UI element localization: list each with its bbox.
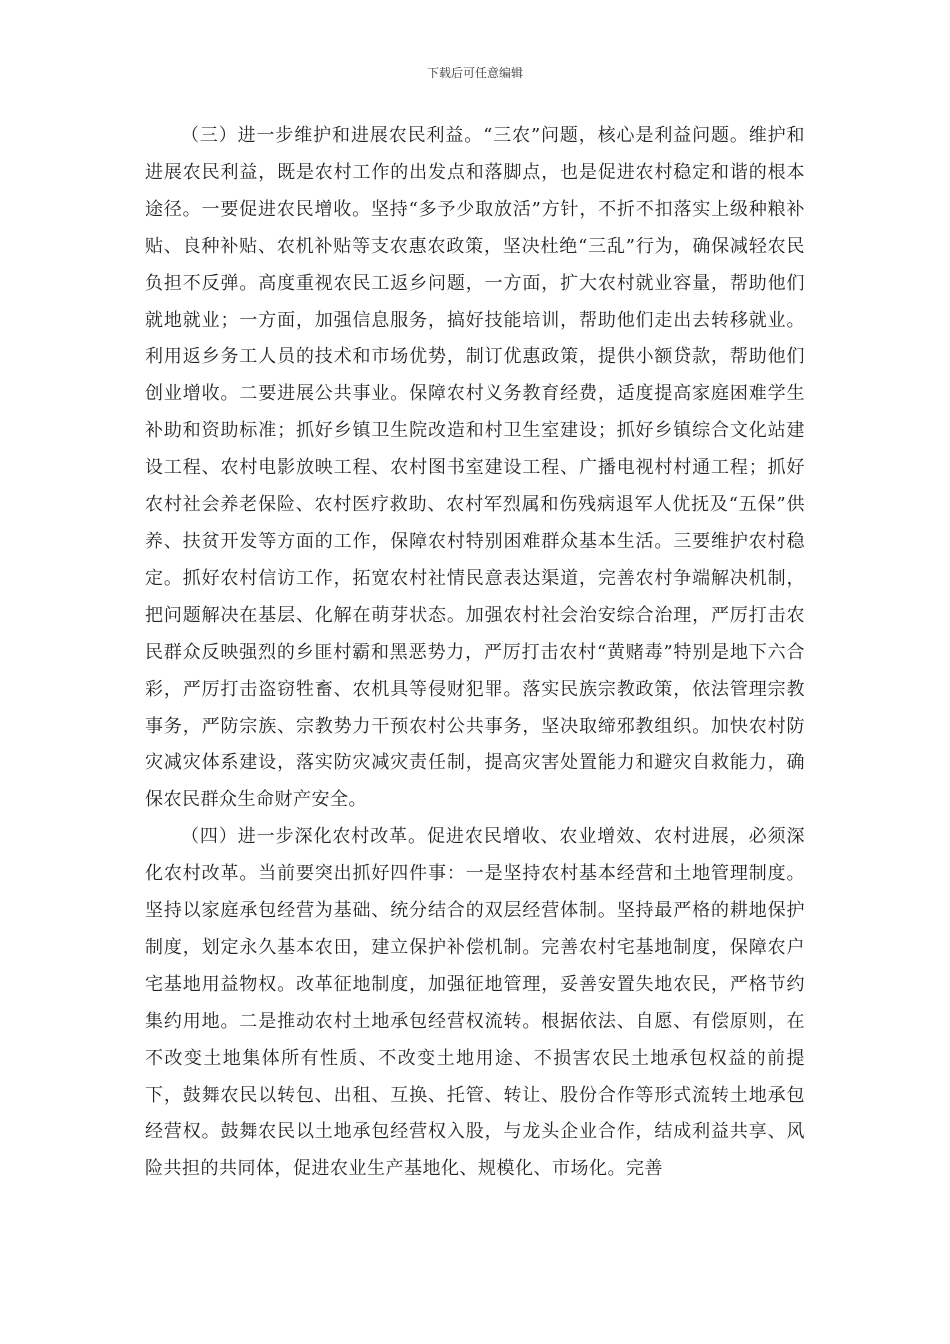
page-header-note: 下载后可任意编辑 bbox=[426, 66, 523, 80]
paragraph-section-4: （四）进一步深化农村改革。促进农民增收、农业增效、农村进展，必须深化农村改革。当前要突出抓好四件事：一是坚持农村基本经营和土地管理制度。坚持以家庭承包经营为基础、统分结合的双层经营体制。坚持最严格的耕地保护制度，划定永久基本农田，建立保护补偿机制。完善农村宅基地制度，保障农户宅基地用益物权。改革征地制度，加强征地管理，妥善安置失地农民，严格节约集约用地。二是推动农村土地承包经营权流转。根据依法、自愿、有偿原则，在不改变土地集体所有性质、不改变土地用途、不损害农民土地承包权益的前提下，鼓舞农民以转包、出租、互换、托管、转让、股份合作等形式流转土地承包经营权。鼓舞农民以土地承包经营权入股，与龙头企业合作，结成利益共享、风险共担的共同体，促进农业生产基地化、规模化、市场化。完善 bbox=[145, 826, 805, 1180]
paragraph-section-3: （三）进一步维护和进展农民利益。“三农”问题，核心是利益问题。维护和进展农民利益，既是农村工作的出发点和落脚点，也是促进农村稳定和谐的根本途径。一要促进农民增收。坚持“多予少取放活”方针，不折不扣落实上级种粮补贴、良种补贴、农机补贴等支农惠农政策，坚决杜绝“三乱”行为，确保减轻农民负担不反弹。高度重视农民工返乡问题，一方面，扩大农村就业容量，帮助他们就地就业；一方面，加强信息服务，搞好技能培训，帮助他们走出去转移就业。利用返乡务工人员的技术和市场优势，制订优惠政策，提供小额贷款，帮助他们创业增收。二要进展公共事业。保障农村义务教育经费，适度提高家庭困难学生补助和资助标准；抓好乡镇卫生院改造和村卫生室建设；抓好乡镇综合文化站建设工程、农村电影放映工程、农村图书室建设工程、广播电视村村通工程；抓好农村社会养老保险、农村医疗救助、农村军烈属和伤残病退军人优抚及“五保”供养、扶贫开发等方面的工作，保障农村特别困难群众基本生活。三要维护农村稳定。抓好农村信访工作，拓宽农村社情民意表达渠道，完善农村争端解决机制，把问题解决在基层、化解在萌芽状态。加强农村社会治安综合治理，严厉打击农民群众反映强烈的乡匪村霸和黑恶势力，严厉打击农村“黄赌毒”特别是地下六合彩，严厉打击盗窃牲畜、农机具等侵财犯罪。落实民族宗教政策，依法管理宗教事务，严防宗族、宗教势力干预农村公共事务，坚决取缔邪教组织。加快农村防灾减灾体系建设，落实防灾减灾责任制，提高灾害处置能力和避灾自救能力，确保农民群众生命财产安全。 bbox=[145, 125, 805, 811]
document-body bbox=[145, 118, 805, 1188]
